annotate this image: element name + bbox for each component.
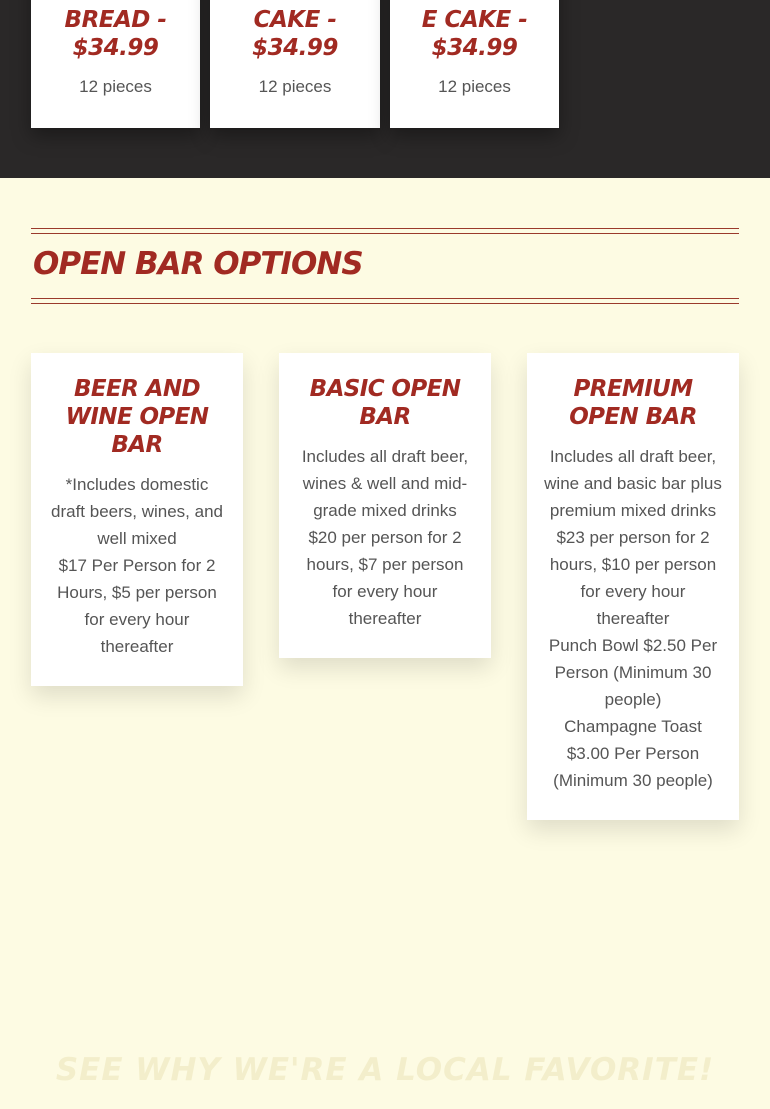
card-title: BASIC OPEN BAR <box>309 376 461 430</box>
dessert-title: CAKE - $34.99 <box>252 7 338 61</box>
card-description: *Includes domestic draft beers, wines, and well mixed <box>51 475 223 548</box>
card-price: $17 Per Person for 2 Hours, $5 per person for every hour thereafter <box>57 556 217 656</box>
card-description: Includes all draft beer, wine and basic bar plus premium mixed drinks <box>544 447 722 520</box>
card-price: $20 per person for 2 hours, $7 per person for every hour thereafter <box>306 528 464 628</box>
beer-wine-bar-card <box>31 353 243 686</box>
card-title: BEER AND WINE OPEN BAR <box>65 376 209 458</box>
section-title: OPEN BAR OPTIONS <box>33 246 363 282</box>
dessert-quantity: 12 pieces <box>79 77 152 96</box>
dessert-card <box>31 0 200 128</box>
dessert-title: BREAD - $34.99 <box>64 7 167 61</box>
dessert-section <box>0 0 770 178</box>
next-section-title: SEE WHY WE'RE A LOCAL FAVORITE! <box>55 1052 715 1088</box>
section-divider-bottom <box>31 298 739 304</box>
dessert-title: E CAKE - $34.99 <box>421 7 528 61</box>
card-title: PREMIUM OPEN BAR <box>569 376 697 430</box>
champagne-toast-price: Champagne Toast $3.00 Per Person (Minimum 30 people) <box>553 717 713 790</box>
punch-bowl-price: Punch Bowl $2.50 Per Person (Minimum 30 people) <box>548 636 718 709</box>
basic-open-bar-card <box>279 353 491 658</box>
dessert-card <box>210 0 380 128</box>
card-price: $23 per person for 2 hours, $10 per person for every hour thereafter <box>549 528 717 628</box>
dessert-quantity: 12 pieces <box>258 77 332 96</box>
section-divider-top <box>31 228 739 234</box>
card-description: Includes all draft beer, wines & well and mid-grade mixed drinks <box>301 447 469 520</box>
dessert-quantity: 12 pieces <box>438 77 511 96</box>
premium-open-bar-card <box>527 353 739 820</box>
dessert-card <box>390 0 559 128</box>
